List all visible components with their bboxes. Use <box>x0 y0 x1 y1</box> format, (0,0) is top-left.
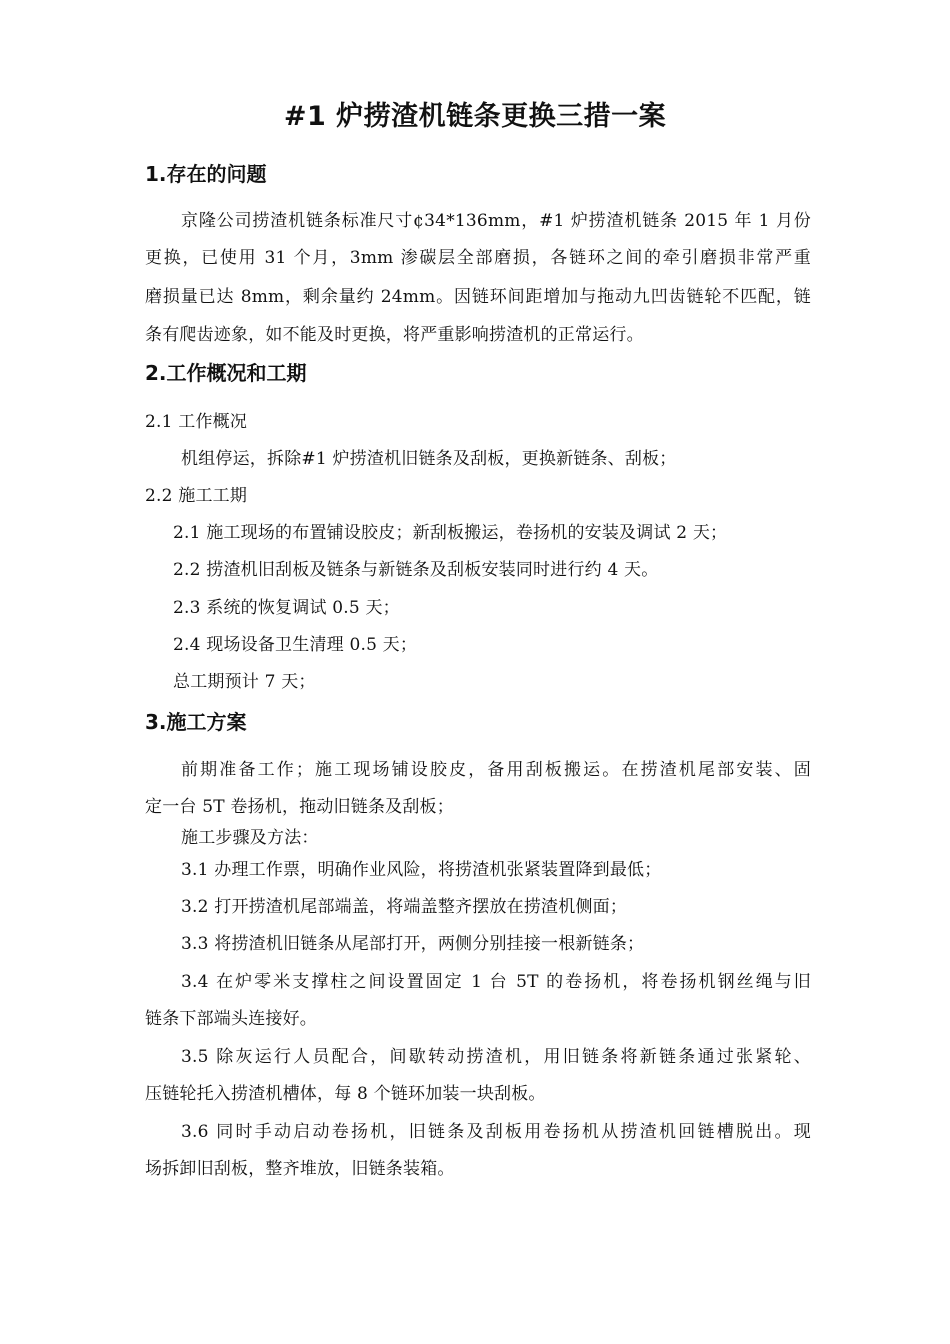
step-item-continued: 压链轮托入捞渣机槽体，每 8 个链环加装一块刮板。 <box>145 1084 546 1104</box>
section-heading-overview: 2.工作概况和工期 <box>145 361 307 385</box>
paragraph-line: 机组停运，拆除#1 炉捞渣机旧链条及刮板，更换新链条、刮板； <box>181 449 677 469</box>
paragraph-line: 磨损量已达 8mm，剩余量约 24mm。因链环间距增加与拖动九凹齿链轮不匹配，链 <box>145 287 811 306</box>
paragraph-line: 京隆公司捞渣机链条标准尺寸¢34*136mm，#1 炉捞渣机链条 2015 年 1 月份 <box>181 211 811 230</box>
step-item: 3.2 打开捞渣机尾部端盖，将端盖整齐摆放在捞渣机侧面； <box>181 897 628 917</box>
step-item: 3.6 同时手动启动卷扬机，旧链条及刮板用卷扬机从捞渣机回链槽脱出。现 <box>181 1122 811 1141</box>
paragraph-line: 更换，已使用 31 个月，3mm 渗碳层全部磨损，各链环之间的牵引磨损非常严重 <box>145 248 811 267</box>
step-item: 3.3 将捞渣机旧链条从尾部打开，两侧分别挂接一根新链条； <box>181 934 645 954</box>
paragraph-line: 前期准备工作；施工现场铺设胶皮，备用刮板搬运。在捞渣机尾部安装、固 <box>181 760 811 779</box>
paragraph-line: 条有爬齿迹象，如不能及时更换，将严重影响捞渣机的正常运行。 <box>145 325 644 345</box>
section-heading-plan: 3.施工方案 <box>145 710 247 734</box>
document-title: #1 炉捞渣机链条更换三措一案 <box>283 101 667 132</box>
paragraph-line: 定一台 5T 卷扬机，拖动旧链条及刮板； <box>145 797 454 817</box>
subsection-title: 2.2 施工工期 <box>145 486 248 506</box>
step-item: 3.4 在炉零米支撑柱之间设置固定 1 台 5T 的卷扬机，将卷扬机钢丝绳与旧 <box>181 972 811 991</box>
step-item-continued: 场拆卸旧刮板，整齐堆放，旧链条装箱。 <box>145 1159 455 1179</box>
step-item: 3.5 除灰运行人员配合，间歇转动捞渣机，用旧链条将新链条通过张紧轮、 <box>181 1047 811 1066</box>
schedule-item: 2.3 系统的恢复调试 0.5 天； <box>173 598 400 618</box>
schedule-item: 2.1 施工现场的布置铺设胶皮；新刮板搬运，卷扬机的安装及调试 2 天； <box>173 523 728 543</box>
step-item: 3.1 办理工作票，明确作业风险，将捞渣机张紧装置降到最低； <box>181 860 662 880</box>
step-item-continued: 链条下部端头连接好。 <box>145 1009 317 1029</box>
schedule-item: 2.2 捞渣机旧刮板及链条与新链条及刮板安装同时进行约 4 天。 <box>173 560 659 580</box>
subsection-title: 2.1 工作概况 <box>145 412 248 432</box>
section-heading-problems: 1.存在的问题 <box>145 162 267 186</box>
schedule-total: 总工期预计 7 天； <box>173 672 316 692</box>
steps-title: 施工步骤及方法： <box>181 828 319 848</box>
schedule-item: 2.4 现场设备卫生清理 0.5 天； <box>173 635 418 655</box>
